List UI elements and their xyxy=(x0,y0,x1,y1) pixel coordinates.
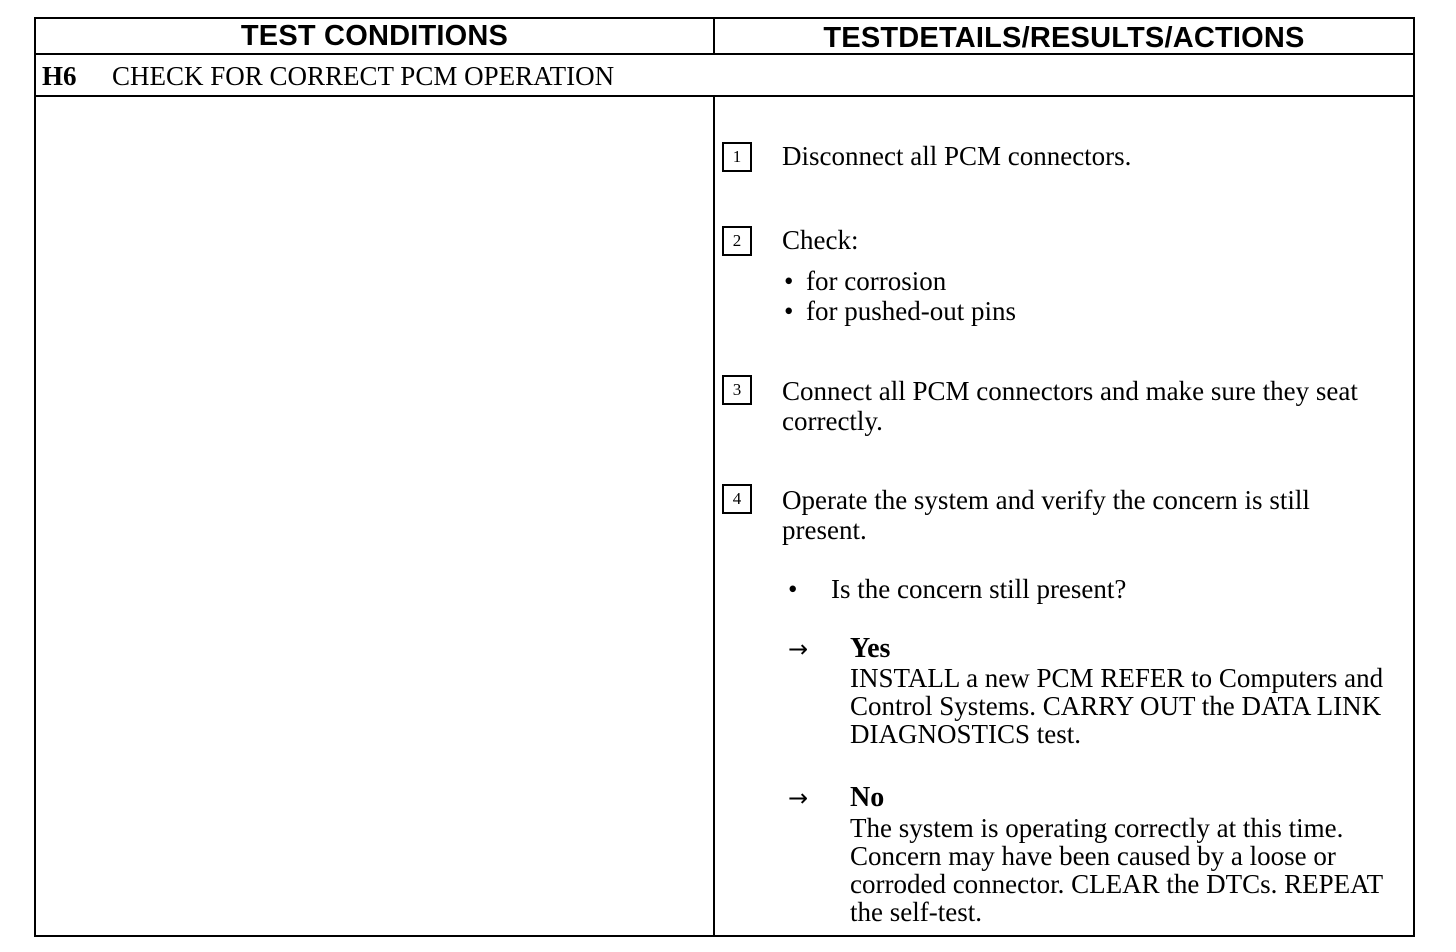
yes-label: Yes xyxy=(850,633,891,664)
header-test-conditions: TEST CONDITIONS xyxy=(240,20,509,52)
step-2-number-box: 2 xyxy=(722,226,752,256)
test-title-row xyxy=(42,60,614,92)
step-4-text: Operate the system and verify the concern is still present. xyxy=(782,485,1310,545)
step-4-question xyxy=(788,574,1126,604)
frame-left-border xyxy=(34,17,36,937)
step-2-bullet-1 xyxy=(784,266,946,296)
step-2-bullet-2 xyxy=(784,296,1016,326)
yes-arrow-icon: → xyxy=(788,635,809,663)
step-3-number-box: 3 xyxy=(722,375,752,405)
step-3-text: Connect all PCM connectors and make sure they seat correctly. xyxy=(782,376,1358,436)
test-row-divider xyxy=(34,95,1415,97)
no-action-text: The system is operating correctly at this time. Concern may have been caused by a loose or corroded connector. CLEAR the DTCs. REPEAT the self-test. xyxy=(850,813,1383,927)
bullet-glyph: • xyxy=(784,266,794,296)
frame-top-border xyxy=(34,17,1415,19)
bullet-glyph: • xyxy=(784,296,794,326)
question-text: Is the concern still present? xyxy=(831,574,1127,604)
yes-action-text: INSTALL a new PCM REFER to Computers and Control Systems. CARRY OUT the DATA LINK DIAGNOSTICS test. xyxy=(850,663,1384,749)
bullet-glyph: • xyxy=(788,574,798,604)
header-test-details: TESTDETAILS/RESULTS/ACTIONS xyxy=(823,22,1305,54)
no-label: No xyxy=(850,782,885,813)
no-arrow-icon: → xyxy=(788,784,809,812)
step-2-text: Check: xyxy=(782,225,859,255)
bullet-text: for corrosion xyxy=(806,266,947,296)
step-1-number-box: 1 xyxy=(722,142,752,172)
body-column-divider xyxy=(713,95,715,937)
test-title: CHECK FOR CORRECT PCM OPERATION xyxy=(112,61,615,91)
frame-right-border xyxy=(1413,17,1415,937)
bullet-text: for pushed-out pins xyxy=(806,296,1016,326)
test-id: H6 xyxy=(42,61,77,91)
frame-bottom-border xyxy=(34,935,1415,937)
step-1-text: Disconnect all PCM connectors. xyxy=(782,141,1132,171)
step-4-number-box: 4 xyxy=(722,484,752,514)
